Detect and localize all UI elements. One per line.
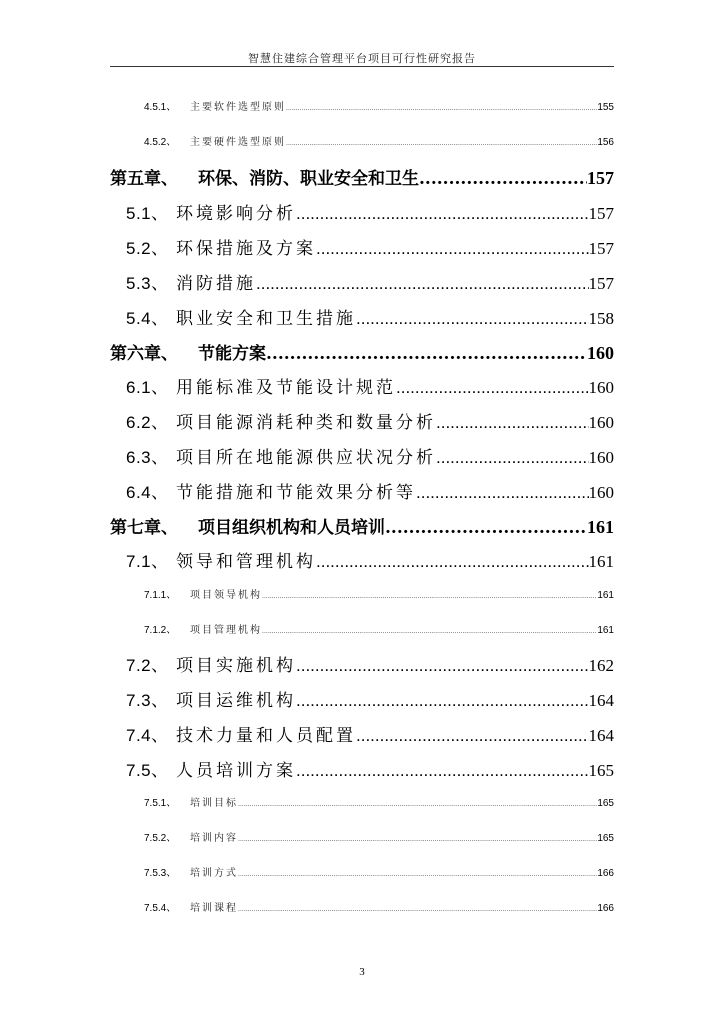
toc-number: 5.4、 bbox=[126, 309, 169, 328]
toc-entry-5-2 bbox=[126, 234, 614, 259]
toc-leader bbox=[296, 204, 589, 224]
toc-leader bbox=[286, 140, 597, 147]
toc-number: 7.4、 bbox=[126, 726, 169, 745]
toc-leader bbox=[316, 239, 589, 259]
toc-page: 160 bbox=[588, 448, 614, 467]
toc-entry-7-1 bbox=[126, 547, 614, 572]
toc-leader bbox=[396, 378, 589, 398]
toc-page: 157 bbox=[588, 274, 614, 293]
toc-page: 160 bbox=[588, 378, 614, 397]
toc-page: 166 bbox=[597, 868, 614, 879]
toc-leader bbox=[238, 836, 597, 843]
toc-title: 项目所在地能源供应状况分析 bbox=[176, 448, 436, 468]
toc-entry-7-5-3 bbox=[144, 864, 614, 879]
toc-page: 157 bbox=[587, 168, 614, 188]
toc-entry-7-4 bbox=[126, 721, 614, 746]
toc-entry-7-1-1 bbox=[144, 586, 614, 601]
toc-number: 7.1.1、 bbox=[144, 590, 177, 601]
toc-number: 7.3、 bbox=[126, 691, 169, 710]
toc-title: 项目管理机构 bbox=[190, 625, 262, 636]
toc-title: 培训课程 bbox=[190, 903, 238, 914]
toc-number: 6.4、 bbox=[126, 483, 169, 502]
toc-leader bbox=[238, 906, 597, 913]
toc-entry-7-1-2 bbox=[144, 621, 614, 636]
toc-number: 7.5.4、 bbox=[144, 903, 177, 914]
toc-title: 环保、消防、职业安全和卫生 bbox=[198, 169, 419, 189]
toc-page: 156 bbox=[597, 137, 614, 148]
toc-page: 155 bbox=[597, 102, 614, 113]
toc-entry-5-1 bbox=[126, 199, 614, 224]
toc-title: 领导和管理机构 bbox=[176, 552, 316, 572]
page-number: 3 bbox=[359, 966, 365, 978]
toc-title: 项目领导机构 bbox=[190, 590, 262, 601]
toc-title: 用能标准及节能设计规范 bbox=[176, 378, 396, 398]
toc-entry-7-5-2 bbox=[144, 829, 614, 844]
toc-page: 165 bbox=[588, 761, 614, 780]
toc-title: 项目运维机构 bbox=[176, 691, 296, 711]
toc-title: 培训方式 bbox=[190, 868, 238, 879]
toc-entry-4-5-1 bbox=[144, 98, 614, 113]
toc-title: 主要硬件选型原则 bbox=[190, 137, 286, 148]
toc-entry-7-5-4 bbox=[144, 899, 614, 914]
toc-title: 环保措施及方案 bbox=[176, 239, 316, 259]
toc-entry-6-3 bbox=[126, 443, 614, 468]
toc-page: 160 bbox=[588, 483, 614, 502]
toc-number: 7.1、 bbox=[126, 552, 169, 571]
toc-page: 160 bbox=[587, 343, 614, 363]
toc-number: 5.2、 bbox=[126, 239, 169, 258]
toc-number: 5.1、 bbox=[126, 204, 169, 223]
toc-leader bbox=[238, 871, 597, 878]
toc-number: 6.2、 bbox=[126, 413, 169, 432]
toc-page: 165 bbox=[597, 798, 614, 809]
toc-number: 5.3、 bbox=[126, 274, 169, 293]
toc-entry-4-5-2 bbox=[144, 133, 614, 148]
toc-leader bbox=[385, 518, 587, 538]
toc-leader bbox=[416, 483, 589, 503]
toc-page: 162 bbox=[588, 656, 614, 675]
toc-page: 164 bbox=[588, 691, 614, 710]
toc-title: 节能方案 bbox=[198, 344, 266, 364]
toc-entry-7-2 bbox=[126, 651, 614, 676]
toc-title: 人员培训方案 bbox=[176, 761, 296, 781]
toc-title: 培训内容 bbox=[190, 833, 238, 844]
toc-page: 161 bbox=[588, 552, 614, 571]
toc-leader bbox=[238, 801, 597, 808]
toc-number: 第六章、 bbox=[110, 344, 178, 364]
toc-entry-chapter-7 bbox=[110, 513, 614, 538]
toc-title: 环境影响分析 bbox=[176, 204, 296, 224]
toc-entry-6-4 bbox=[126, 478, 614, 503]
toc-number: 第七章、 bbox=[110, 518, 178, 538]
toc-entry-7-3 bbox=[126, 686, 614, 711]
toc-page: 157 bbox=[588, 239, 614, 258]
toc-page: 158 bbox=[588, 309, 614, 328]
toc-page: 161 bbox=[587, 517, 614, 537]
toc-page: 160 bbox=[588, 413, 614, 432]
toc-title: 节能措施和节能效果分析等 bbox=[176, 483, 416, 503]
toc-page: 165 bbox=[597, 833, 614, 844]
toc-number: 第五章、 bbox=[110, 169, 178, 189]
toc-title: 主要软件选型原则 bbox=[190, 102, 286, 113]
toc-leader bbox=[266, 344, 587, 364]
toc-number: 7.5.3、 bbox=[144, 868, 177, 879]
toc-entry-chapter-6 bbox=[110, 339, 614, 364]
toc-number: 6.3、 bbox=[126, 448, 169, 467]
toc-number: 4.5.1、 bbox=[144, 102, 177, 113]
toc-number: 7.2、 bbox=[126, 656, 169, 675]
toc-leader bbox=[286, 105, 597, 112]
toc-number: 7.5、 bbox=[126, 761, 169, 780]
toc-entry-5-3 bbox=[126, 269, 614, 294]
toc-leader bbox=[356, 726, 589, 746]
toc-leader bbox=[316, 552, 589, 572]
toc-title: 技术力量和人员配置 bbox=[176, 726, 356, 746]
toc-leader bbox=[262, 628, 597, 635]
toc-number: 7.5.1、 bbox=[144, 798, 177, 809]
toc-entry-7-5-1 bbox=[144, 794, 614, 809]
toc-page: 166 bbox=[597, 903, 614, 914]
toc-title: 消防措施 bbox=[176, 274, 256, 294]
toc-leader bbox=[419, 169, 587, 189]
toc-leader bbox=[256, 274, 589, 294]
toc-entry-chapter-5 bbox=[110, 164, 614, 189]
toc-title: 项目组织机构和人员培训 bbox=[198, 518, 385, 538]
toc-number: 6.1、 bbox=[126, 378, 169, 397]
toc-leader bbox=[296, 761, 589, 781]
toc-number: 7.5.2、 bbox=[144, 833, 177, 844]
toc-leader bbox=[436, 413, 589, 433]
toc-number: 4.5.2、 bbox=[144, 137, 177, 148]
toc-leader bbox=[436, 448, 589, 468]
toc-page: 164 bbox=[588, 726, 614, 745]
toc-number: 7.1.2、 bbox=[144, 625, 177, 636]
toc-entry-6-2 bbox=[126, 408, 614, 433]
toc-leader bbox=[296, 656, 589, 676]
running-header: 智慧住建综合管理平台项目可行性研究报告 bbox=[248, 52, 476, 65]
toc-title: 培训目标 bbox=[190, 798, 238, 809]
toc-entry-7-5 bbox=[126, 756, 614, 781]
toc-leader bbox=[262, 593, 597, 600]
toc-entry-6-1 bbox=[126, 373, 614, 398]
toc-leader bbox=[356, 309, 589, 329]
toc-page: 157 bbox=[588, 204, 614, 223]
toc-title: 项目能源消耗种类和数量分析 bbox=[176, 413, 436, 433]
toc-leader bbox=[296, 691, 589, 711]
toc-entry-5-4 bbox=[126, 304, 614, 329]
toc-title: 项目实施机构 bbox=[176, 656, 296, 676]
toc-title: 职业安全和卫生措施 bbox=[176, 309, 356, 329]
toc-page: 161 bbox=[597, 590, 614, 601]
toc-page: 161 bbox=[597, 625, 614, 636]
